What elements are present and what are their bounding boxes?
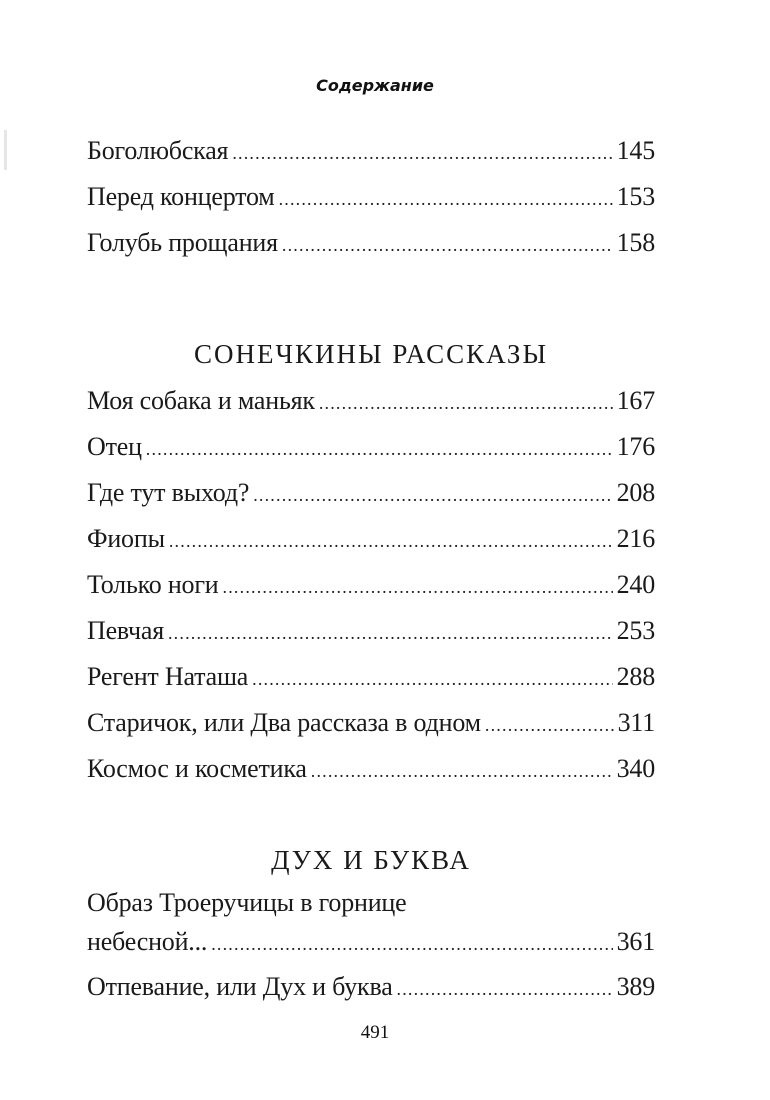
toc-entry[interactable] (87, 378, 655, 424)
toc-entry[interactable] (87, 128, 655, 174)
page-number: 491 (360, 1022, 390, 1043)
entry-title: Голубь прощания (87, 228, 278, 257)
entry-title: Отец (87, 432, 142, 461)
dot-leader (169, 518, 613, 564)
entry-title: Регент Наташа (87, 662, 249, 691)
entry-page: 145 (616, 136, 655, 165)
page-edge-shadow (4, 130, 7, 170)
entry-title-line1: Образ Троеручицы в горнице (87, 888, 407, 917)
toc-entry[interactable] (87, 964, 655, 1010)
entry-title: Где тут выход? (87, 478, 250, 507)
entry-page: 311 (617, 708, 655, 737)
dot-leader (211, 924, 612, 964)
entry-page: 208 (616, 478, 655, 507)
toc-entry[interactable] (87, 746, 655, 792)
dot-leader (397, 966, 613, 1012)
dot-leader (232, 130, 612, 176)
dot-leader (168, 610, 613, 656)
entry-title: Отпевание, или Дух и буква (87, 972, 393, 1001)
dot-leader (146, 426, 613, 472)
entry-title: Моя собака и маньяк (87, 386, 315, 415)
dot-leader (485, 702, 614, 748)
entry-title: Только ноги (87, 570, 219, 599)
entry-title-line2: небесной... (87, 927, 208, 956)
entry-page: 176 (616, 432, 655, 461)
running-head: Содержание (316, 76, 434, 95)
entry-title: Боголюбская (87, 136, 229, 165)
entry-title: Перед концертом (87, 182, 275, 211)
toc-entry[interactable] (87, 608, 655, 654)
entry-page: 240 (616, 570, 655, 599)
entry-page: 216 (616, 524, 655, 553)
section-title: СОНЕЧКИНЫ РАССКАЗЫ (194, 339, 548, 369)
entry-page: 158 (616, 228, 655, 257)
entry-page: 340 (616, 754, 655, 783)
dot-leader (279, 176, 613, 222)
toc-entry[interactable] (87, 220, 655, 266)
toc-entry[interactable] (87, 424, 655, 470)
entry-page: 153 (616, 182, 655, 211)
table-of-contents (87, 128, 655, 1010)
entry-page: 389 (616, 972, 655, 1001)
toc-entry[interactable] (87, 654, 655, 700)
toc-entry[interactable] (87, 516, 655, 562)
entry-title: Фиопы (87, 524, 165, 553)
entry-page: 361 (616, 927, 655, 956)
toc-entry[interactable] (87, 562, 655, 608)
dot-leader (253, 472, 612, 518)
dot-leader (282, 222, 613, 268)
toc-entry[interactable] (87, 470, 655, 516)
dot-leader (252, 656, 612, 702)
entry-page: 167 (616, 386, 655, 415)
toc-entry[interactable] (87, 700, 655, 746)
dot-leader (319, 380, 613, 426)
entry-title: Старичок, или Два рассказа в одном (87, 708, 481, 737)
entry-page: 253 (616, 616, 655, 645)
entry-title: Космос и косметика (87, 754, 307, 783)
dot-leader (223, 564, 613, 610)
toc-entry[interactable] (87, 174, 655, 220)
dot-leader (311, 748, 613, 794)
toc-entry[interactable] (87, 884, 655, 964)
entry-title: Певчая (87, 616, 164, 645)
section-title: ДУХ И БУКВА (271, 845, 471, 875)
entry-page: 288 (616, 662, 655, 691)
